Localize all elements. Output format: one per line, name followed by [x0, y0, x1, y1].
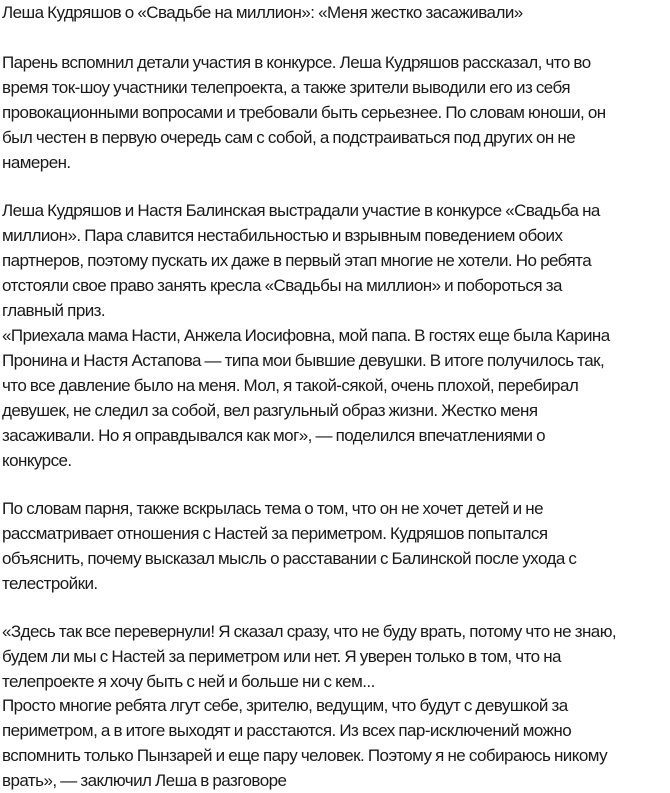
article-title: Леша Кудряшов о «Свадьбе на миллион»: «Меня жестко засаживали»	[2, 3, 523, 22]
paragraph-line: партнеров, поэтому пускать их даже в первый этап многие не хотели. Но ребята	[2, 251, 592, 270]
paragraph-line: «Приехала мама Насти, Анжела Иосифовна, мой папа. В гостях еще была Карина	[2, 326, 610, 345]
paragraph-line: периметром, а в итоге выходят и расстаются. Из всех пар-исключений можно	[2, 721, 572, 740]
paragraph-line: засаживали. Но я оправдывался как мог», — поделился впечатлениями о	[2, 426, 546, 445]
article-paragraph	[2, 693, 607, 793]
paragraph-line: будем ли мы с Настей за периметром или нет. Я уверен только в том, что на	[2, 647, 561, 666]
paragraph-line: объяснить, почему высказал мысль о расставании с Балинской после ухода с	[2, 549, 577, 568]
paragraph-line: отстояли свое право занять кресла «Свадьбы на миллион» и побороться за	[2, 276, 562, 295]
paragraph-line: Просто многие ребята лгут себе, зрителю, ведущим, что будут с девушкой за	[2, 696, 568, 715]
paragraph-line: главный приз.	[2, 301, 106, 320]
paragraph-line: конкурсе.	[2, 451, 72, 470]
paragraph-line: вспомнить только Пынзарей и еще пару человек. Поэтому я не собираюсь никому	[2, 746, 608, 765]
paragraph-line: «Здесь так все перевернули! Я сказал сразу, что не буду врать, потому что не знаю,	[2, 622, 617, 641]
paragraph-line: девушек, не следил за собой, вел разгульный образ жизни. Жестко меня	[2, 401, 538, 420]
article-paragraph	[2, 619, 616, 694]
article-paragraph	[2, 50, 606, 175]
article-paragraph	[2, 323, 610, 473]
article-paragraph	[2, 198, 600, 323]
paragraph-line: был честен в первую очередь сам с собой, а подстраиваться под других он не	[2, 128, 576, 147]
paragraph-line: намерен.	[2, 153, 71, 172]
paragraph-line: что все давление было на меня. Мол, я такой-сякой, очень плохой, перебирал	[2, 376, 579, 395]
paragraph-line: миллион». Пара славится нестабильностью и взрывным поведением обоих	[2, 226, 563, 245]
paragraph-line: телепроекте я хочу быть с ней и больше ни с кем...	[2, 672, 375, 691]
paragraph-line: Пронина и Настя Астапова — типа мои бывшие девушки. В итоге получилось так,	[2, 351, 605, 370]
paragraph-line: провокационными вопросами и требовали быть серьезнее. По словам юноши, он	[2, 103, 606, 122]
paragraph-line: По словам парня, также вскрылась тема о том, что он не хочет детей и не	[2, 499, 544, 518]
paragraph-line: рассматривает отношения с Настей за периметром. Кудряшов попытался	[2, 524, 548, 543]
paragraph-line: Леша Кудряшов и Настя Балинская выстрадали участие в конкурсе «Свадьба на	[2, 201, 600, 220]
paragraph-line: телестройки.	[2, 574, 98, 593]
article-paragraph	[2, 496, 576, 596]
paragraph-line: время ток-шоу участники телепроекта, а также зрители выводили его из себя	[2, 78, 570, 97]
paragraph-line: Парень вспомнил детали участия в конкурсе. Леша Кудряшов рассказал, что во	[2, 53, 591, 72]
paragraph-line: врать», — заключил Леша в разговоре	[2, 771, 287, 790]
